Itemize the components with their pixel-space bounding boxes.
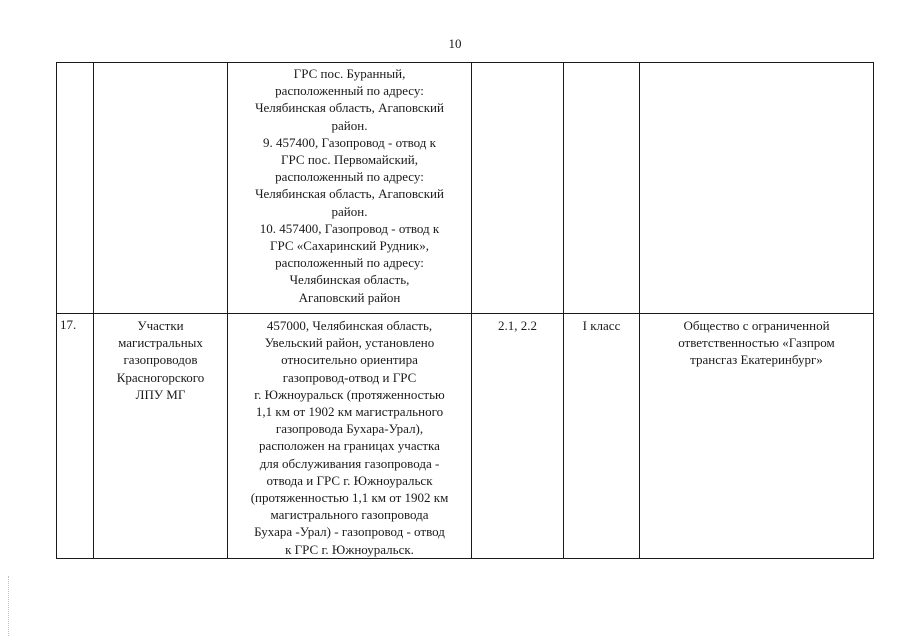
scan-margin-marks xyxy=(8,576,11,636)
hazard-class-cell: I класс xyxy=(564,314,640,559)
address-line: расположен на границах участка xyxy=(259,438,440,454)
address-line: газопровода Бухара-Урал), xyxy=(275,421,424,437)
address-line: 1,1 км от 1902 км магистрального xyxy=(255,404,444,420)
organization-line: ответственностью «Газпром xyxy=(678,335,835,351)
address-line: Бухара -Урал) - газопровод - отвод xyxy=(254,524,445,540)
address-cell xyxy=(228,314,472,559)
address-line: расположенный по адресу: xyxy=(275,255,424,271)
address-line: 10. 457400, Газопровод - отвод к xyxy=(259,220,440,236)
address-cell xyxy=(228,63,472,314)
address-line: Челябинская область, Агаповский xyxy=(255,100,444,116)
object-name-line: газопроводов xyxy=(123,352,198,368)
organization-line: трансгаз Екатеринбург» xyxy=(690,352,823,368)
objects-table xyxy=(56,62,874,559)
organization-cell xyxy=(640,314,874,559)
organization-line: Общество с ограниченной xyxy=(683,318,830,333)
address-line: Агаповский район xyxy=(298,289,401,305)
object-name-line: Красногорского xyxy=(116,369,205,385)
object-name-cell xyxy=(94,314,228,559)
address-line: ГРС пос. Буранный, xyxy=(293,66,406,81)
object-name-line: Участки xyxy=(137,318,184,333)
address-line: расположенный по адресу: xyxy=(275,169,424,185)
address-line: отвода и ГРС г. Южноуральск xyxy=(266,472,433,488)
object-name-line: магистральных xyxy=(118,335,203,351)
address-line: относительно ориентира xyxy=(281,352,418,368)
address-line: район. xyxy=(331,203,368,219)
address-line: Челябинская область, Агаповский xyxy=(255,186,444,202)
address-line: магистрального газопровода xyxy=(270,507,429,523)
object-name-line: ЛПУ МГ xyxy=(135,386,186,402)
address-line: газопровод-отвод и ГРС xyxy=(282,369,417,385)
address-line: 457000, Челябинская область, xyxy=(266,318,433,333)
page-number: 10 xyxy=(448,36,462,51)
row-number-cell: 17. xyxy=(57,314,94,559)
hazard-class-cell xyxy=(564,63,640,314)
table-row xyxy=(57,314,874,559)
address-line: расположенный по адресу: xyxy=(275,83,424,99)
organization-cell xyxy=(640,63,874,314)
address-line: (протяженностью 1,1 км от 1902 км xyxy=(250,490,449,506)
address-line: ГРС пос. Первомайский, xyxy=(281,152,418,168)
address-line: Увельский район, установлено xyxy=(264,335,435,351)
address-line: г. Южноуральск (протяженностью xyxy=(254,386,445,402)
table-row xyxy=(57,63,874,314)
address-line: ГРС «Сахаринский Рудник», xyxy=(269,238,430,254)
address-line: Челябинская область, xyxy=(289,272,410,288)
address-line: для обслуживания газопровода - xyxy=(259,455,440,471)
address-line: 9. 457400, Газопровод - отвод к xyxy=(263,134,436,150)
object-name-cell xyxy=(94,63,228,314)
address-line: район. xyxy=(331,117,368,133)
code-cell xyxy=(472,63,564,314)
address-line: к ГРС г. Южноуральск. xyxy=(285,541,414,557)
row-number-cell xyxy=(57,63,94,314)
code-cell: 2.1, 2.2 xyxy=(472,314,564,559)
